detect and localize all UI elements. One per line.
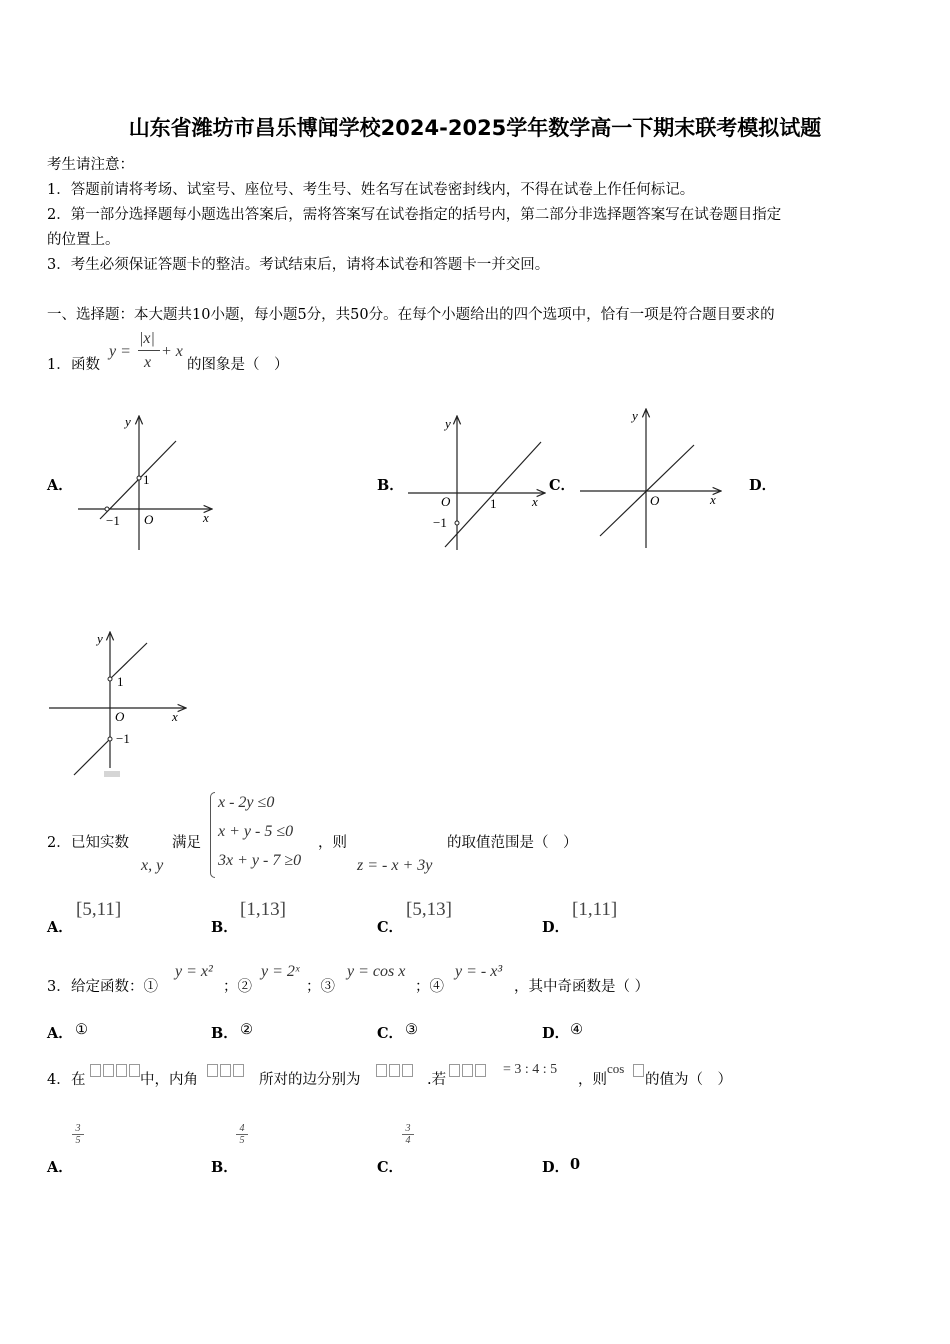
q4-option-d: 0 [570, 1156, 581, 1173]
q3-option-c-label: C． [377, 1025, 404, 1042]
q1-formula-y: y = [109, 343, 131, 360]
y-label: y [445, 416, 451, 431]
q2-constraint: x - 2y ≤0 [218, 794, 275, 811]
q3-option-c: ③ [405, 1022, 418, 1038]
q2-option-a: [5,11] [76, 899, 122, 920]
q2-stem-pre: 已知实数 [71, 835, 129, 851]
q4-option-c-fraction: 3 4 [402, 1123, 414, 1146]
q2-constraint: 3x + y - 7 ≥0 [218, 852, 302, 869]
q2-system-brace [210, 792, 215, 878]
q4-stem-post: 的值为（ ） [645, 1072, 732, 1088]
q4-missing-glyphs [376, 1064, 415, 1083]
origin-label: O [115, 709, 125, 724]
q3-option-b-label: B． [211, 1025, 238, 1042]
q1-number: 1． [47, 357, 71, 373]
graph-option-d [46, 628, 196, 783]
graph-option-b [405, 412, 550, 552]
section-heading: 一、选择题：本大题共10小题，每小题5分，共50分。在每个小题给出的四个选项中，恰有一项是符合题目要求的 [47, 307, 775, 323]
q2-number: 2． [47, 835, 71, 851]
q4-stem-mid: 所对的边分别为 [259, 1072, 361, 1088]
open-point [108, 737, 112, 741]
q3-number: 3． [47, 979, 71, 995]
q3-option-a: ① [75, 1022, 88, 1038]
q3-function-4: y = - x³ [455, 963, 503, 980]
graph-line [445, 442, 541, 547]
tick-label: 1 [490, 496, 497, 511]
q3-option-a-label: A． [47, 1025, 73, 1042]
q2-option-d-label: D． [542, 919, 570, 936]
x-label: x [532, 494, 538, 509]
q2-objective: z = - x + 3y [357, 857, 433, 874]
q3-stem-post: ，其中奇函数是（ ） [514, 979, 650, 995]
q2-option-c-label: C． [377, 919, 404, 936]
notice-item: 2．第一部分选择题每小题选出答案后，需将答案写在试卷指定的括号内，第二部分非选择题答案写在试卷题目指定 [47, 207, 782, 223]
q4-option-d-label: D． [542, 1159, 570, 1176]
q3-option-d-label: D． [542, 1025, 570, 1042]
open-point [105, 507, 109, 511]
q4-missing-glyphs [90, 1064, 142, 1083]
q1-stem-post: 的图象是（ ） [187, 357, 289, 373]
q2-option-b-label: B． [211, 919, 238, 936]
q2-vars: x, y [141, 857, 164, 874]
tick-label: −1 [433, 515, 447, 530]
q3-function-3: y = cos x [347, 963, 406, 980]
q4-stem-mid: .若 [427, 1072, 447, 1088]
notice-item: 的位置上。 [47, 232, 120, 248]
q1-formula-den: x [144, 354, 152, 371]
q4-option-a-label: A． [47, 1159, 73, 1176]
q4-option-b-label: B． [211, 1159, 238, 1176]
q4-stem-mid: 中，内角 [140, 1072, 198, 1088]
tick-label: −1 [116, 731, 130, 746]
graph-line-left [74, 739, 110, 775]
notice-item: 1．答题前请将考场、试室号、座位号、考生号、姓名写在试卷密封线内，不得在试卷上作任何标记。 [47, 182, 695, 198]
q4-option-a-fraction: 3 5 [72, 1123, 84, 1146]
x-label: x [710, 492, 716, 507]
q1-option-d-label: D． [749, 477, 777, 494]
q4-number: 4． [47, 1072, 71, 1088]
q3-function-2: y = 2ˣ [261, 963, 300, 980]
origin-label: O [650, 493, 660, 508]
y-label: y [632, 408, 638, 423]
q4-missing-glyphs [207, 1064, 246, 1083]
q2-stem-mid: 满足 [172, 835, 201, 851]
x-label: x [203, 510, 209, 525]
notice-heading: 考生请注意： [47, 157, 134, 173]
q3-sep: ；④ [415, 979, 444, 995]
graph-option-a [70, 408, 220, 553]
q2-constraint: x + y - 5 ≤0 [218, 823, 294, 840]
page-title: 山东省潍坊市昌乐博闻学校2024-2025学年数学高一下期末联考模拟试题 [128, 116, 822, 140]
q1-option-a-label: A． [47, 477, 73, 494]
q4-option-c-label: C． [377, 1159, 404, 1176]
q2-stem-post: 的取值范围是（ ） [447, 835, 578, 851]
q4-missing-glyphs [449, 1064, 488, 1083]
q1-formula [107, 330, 187, 380]
tick-label: 1 [117, 674, 124, 689]
q2-option-b: [1,13] [240, 899, 286, 920]
q1-formula-num: |x| [139, 330, 155, 347]
q3-stem-pre: 给定函数：① [71, 979, 158, 995]
q4-cos: cos [607, 1061, 625, 1076]
open-point [108, 677, 112, 681]
q3-sep: ；② [223, 979, 252, 995]
y-label: y [125, 414, 131, 429]
q1-stem-pre: 函数 [71, 357, 100, 373]
scan-mark [104, 771, 120, 777]
q2-option-a-label: A． [47, 919, 73, 936]
q3-sep: ；③ [306, 979, 335, 995]
q4-stem-mid: ，则 [578, 1072, 607, 1088]
q1-option-b-label: B． [377, 477, 404, 494]
tick-label: −1 [106, 513, 120, 528]
q3-option-b: ② [240, 1022, 253, 1038]
notice-item: 3．考生必须保证答题卡的整洁。考试结束后，请将本试卷和答题卡一并交回。 [47, 257, 550, 273]
q3-option-d: ④ [570, 1022, 583, 1038]
q1-option-c-label: C． [549, 477, 576, 494]
q3-function-1: y = x² [175, 963, 213, 980]
tick-label: 1 [143, 472, 150, 487]
q4-stem-pre: 在 [71, 1072, 86, 1088]
q4-ratio: = 3 : 4 : 5 [503, 1062, 558, 1077]
open-point [455, 521, 459, 525]
q4-option-b-fraction: 4 5 [236, 1123, 248, 1146]
graph-line-right [110, 643, 147, 679]
x-label: x [172, 709, 178, 724]
y-label: y [97, 631, 103, 646]
q1-formula-plus: + x [161, 343, 183, 360]
q2-option-c: [5,13] [406, 899, 452, 920]
origin-label: O [441, 494, 451, 509]
origin-label: O [144, 512, 154, 527]
open-point [137, 476, 141, 480]
graph-option-c [576, 405, 726, 550]
q2-stem-then: ，则 [318, 835, 347, 851]
q2-option-d: [1,11] [572, 899, 618, 920]
